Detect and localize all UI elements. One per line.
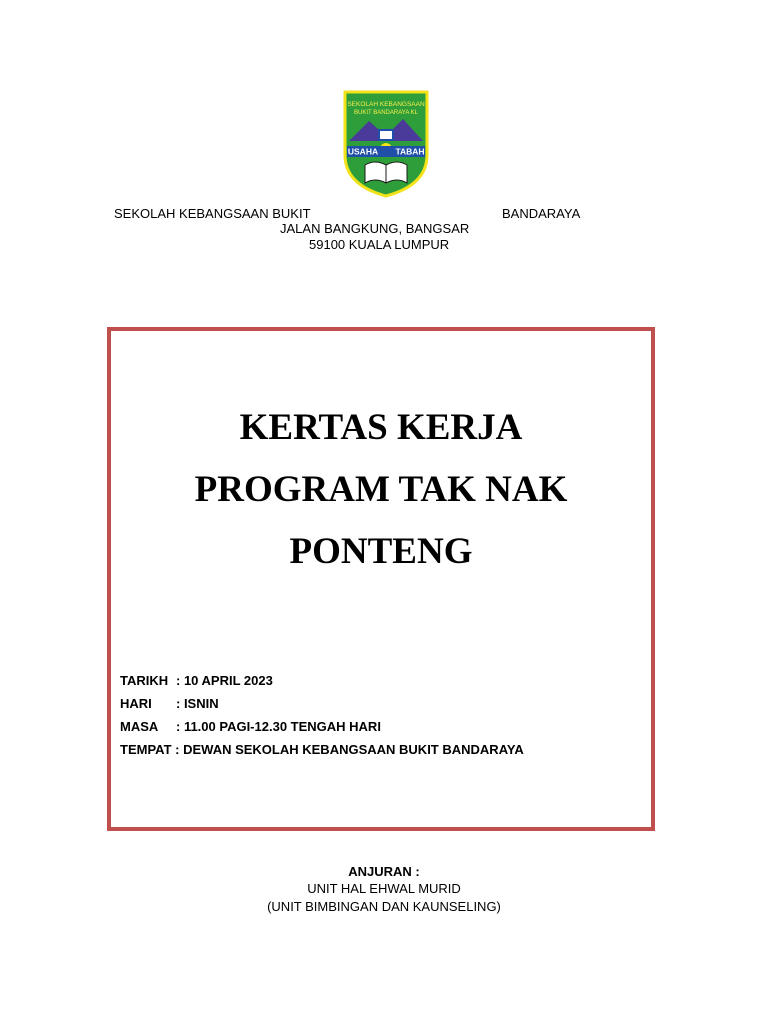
school-name-left: SEKOLAH KEBANGSAAN BUKIT [114, 206, 311, 221]
detail-label: TEMPAT [120, 742, 172, 757]
detail-row-venue [120, 742, 524, 757]
detail-row-day [120, 696, 219, 711]
title-line-2: PROGRAM TAK NAK [194, 469, 568, 510]
title-line-1: KERTAS KERJA [239, 407, 523, 448]
detail-label: HARI [120, 696, 152, 711]
school-street: JALAN BANGKUNG, BANGSAR [280, 221, 470, 236]
detail-value: : 10 APRIL 2023 [176, 673, 273, 688]
detail-value: : DEWAN SEKOLAH KEBANGSAAN BUKIT BANDARAYA [175, 742, 524, 757]
school-name-right: BANDARAYA [502, 206, 581, 221]
detail-row-date [120, 673, 273, 688]
crest-motto-left: USAHA [347, 146, 379, 157]
detail-label: MASA [120, 719, 159, 734]
crest-text-top: SEKOLAH KEBANGSAAN [347, 101, 425, 108]
title-line-3: PONTENG [289, 531, 473, 572]
school-crest-logo [341, 89, 431, 199]
school-city: 59100 KUALA LUMPUR [309, 237, 450, 252]
title-frame [107, 327, 655, 831]
detail-value: : 11.00 PAGI-12.30 TENGAH HARI [176, 719, 381, 734]
detail-value: : ISNIN [176, 696, 219, 711]
crest-text-second: BUKIT BANDARAYA KL [353, 110, 419, 116]
detail-label: TARIKH [120, 673, 169, 688]
organizer-subunit: (UNIT BIMBINGAN DAN KAUNSELING) [267, 899, 501, 914]
detail-row-time [120, 719, 381, 734]
crest-motto-right: TABAH [395, 146, 425, 157]
organizer-heading: ANJURAN : [348, 864, 420, 879]
organizer-unit: UNIT HAL EHWAL MURID [307, 881, 461, 896]
